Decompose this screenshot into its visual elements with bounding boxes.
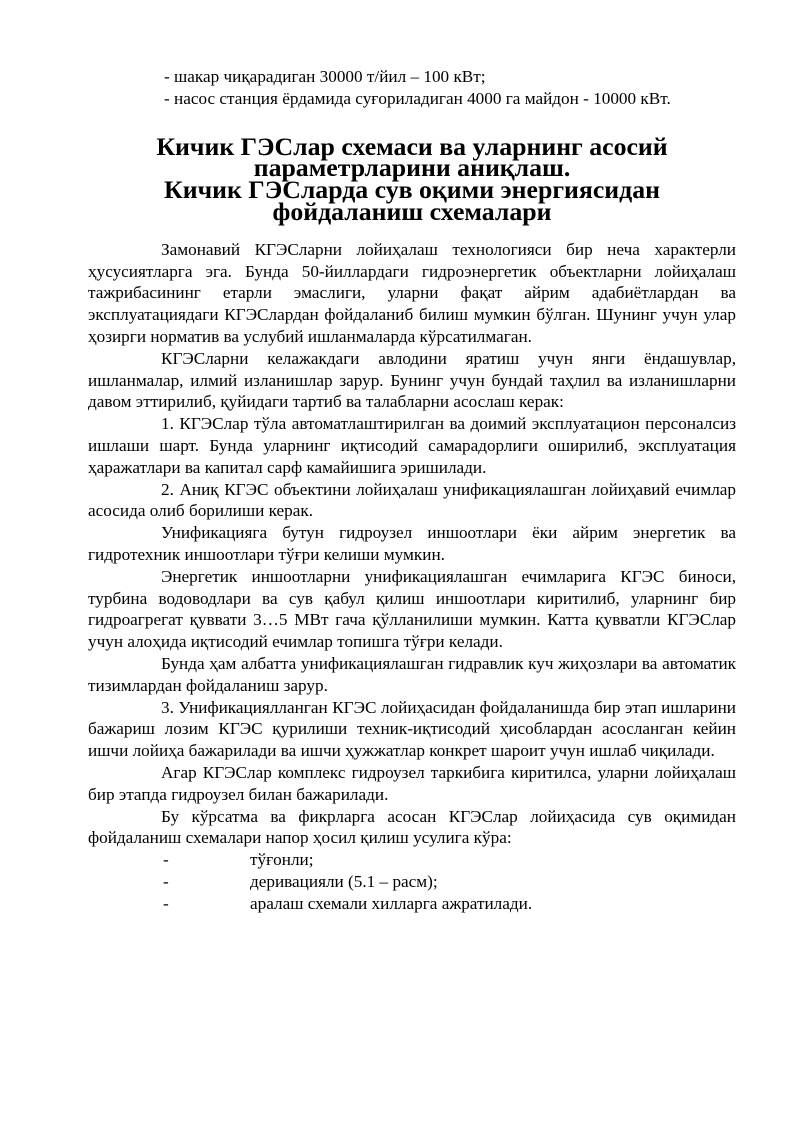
- paragraph: Замонавий КГЭСларни лойиҳалаш технологияси бир неча характерли ҳусусиятларга эга. Бунда 50-йиллардаги гидроэнергетик объектларни лойиҳалаш тажрибасининг етарли эмаслиги, уларни фақат айрим адабиётлардан ва эксплуатациядаги КГЭСлардан фойдаланиб билиш мумкин бўлган. Шунинг учун улар ҳозирги норматив ва услубий ишланмаларда кўрсатилмаган.: [88, 239, 736, 346]
- paragraph: 2. Аниқ КГЭС объектини лойиҳалаш унификациялашган лойиҳавий ечимлар асосида олиб борилиши керак.: [88, 479, 736, 521]
- paragraph: Агар КГЭСлар комплекс гидроузел таркибига киритилса, уларни лойиҳалаш бир этапда гидроузел билан бажарилади.: [88, 762, 736, 804]
- page-content: [88, 66, 736, 914]
- list-item: [88, 893, 736, 915]
- list-item-text: деривацияли (5.1 – расм);: [250, 871, 438, 891]
- paragraph: Энергетик иншоотларни унификациялашган ечимларига КГЭС биноси, турбина водоводлари ва сув қабул қилиш иншоотлари киритилиб, уларнинг бир гидроагрегат қуввати 3…5 МВт гача қўлланилиши мумкин. Катта қувватли КГЭСлар учун алоҳида иқтисодий ечимлар топишга тўғри келади.: [88, 566, 736, 652]
- scheme-type-list: [88, 849, 736, 914]
- paragraph: Унификацияга бутун гидроузел иншоотлари ёки айрим энергетик ва гидротехник иншоотлари тўғри келиши мумкин.: [88, 523, 736, 564]
- body-text: [88, 239, 736, 849]
- list-item-text: тўғонли;: [250, 850, 314, 870]
- list-item-text: аралаш схемали хилларга ажратилади.: [250, 893, 533, 913]
- section-heading: [88, 131, 736, 226]
- intro-list-item: - шакар чиқарадиган 30000 т/йил – 100 кВт;: [164, 67, 486, 86]
- list-item: [88, 871, 736, 893]
- paragraph: Бунда ҳам албатта унификациялашган гидравлик куч жиҳозлари ва автоматик тизимлардан фойдаланиш зарур.: [88, 653, 736, 695]
- list-item: [88, 849, 736, 871]
- section-heading-line-2: Кичик ГЭСларда сув оқими энергиясидан фойдаланиш схемалари: [164, 175, 660, 226]
- list-dash: -: [163, 871, 169, 891]
- list-dash: -: [163, 893, 169, 913]
- paragraph: КГЭСларни келажакдаги авлодини яратиш учун янги ёндашувлар, ишланмалар, илмий изланишлар зарур. Бунинг учун бундай таҳлил ва изланишларни давом эттирилиб, қуйидаги тартиб ва талабларни асослаш керак:: [88, 348, 736, 412]
- section-heading-line-1: Кичик ГЭСлар схемаси ва уларнинг асосий параметрларини аниқлаш.: [156, 131, 668, 183]
- intro-list-item: - насос станция ёрдамида суғориладиган 4000 га майдон - 10000 кВт.: [164, 88, 671, 108]
- list-dash: -: [163, 850, 169, 870]
- intro-list: [88, 66, 736, 110]
- paragraph: 3. Унификациялланган КГЭС лойиҳасидан фойдаланишда бир этап ишларини бажариш лозим КГЭС қурилиши техник-иқтисодий ҳисоблардан асосланган кейин ишчи лойиҳа бажарилади ва ишчи ҳужжатлар конкрет шароит учун ишлаб чиқилади.: [88, 697, 736, 761]
- paragraph: 1. КГЭСлар тўла автоматлаштирилган ва доимий эксплуатацион персоналсиз ишлаши шарт. Бунда уларнинг иқтисодий самарадорлиги оширилиб, эксплуатация ҳаражатлари ва капитал сарф камайишига эришилади.: [88, 414, 736, 477]
- paragraph: Бу кўрсатма ва фикрларга асосан КГЭСлар лойиҳасида сув оқимидан фойдаланиш схемалари напор ҳосил қилиш усулига кўра:: [88, 806, 736, 848]
